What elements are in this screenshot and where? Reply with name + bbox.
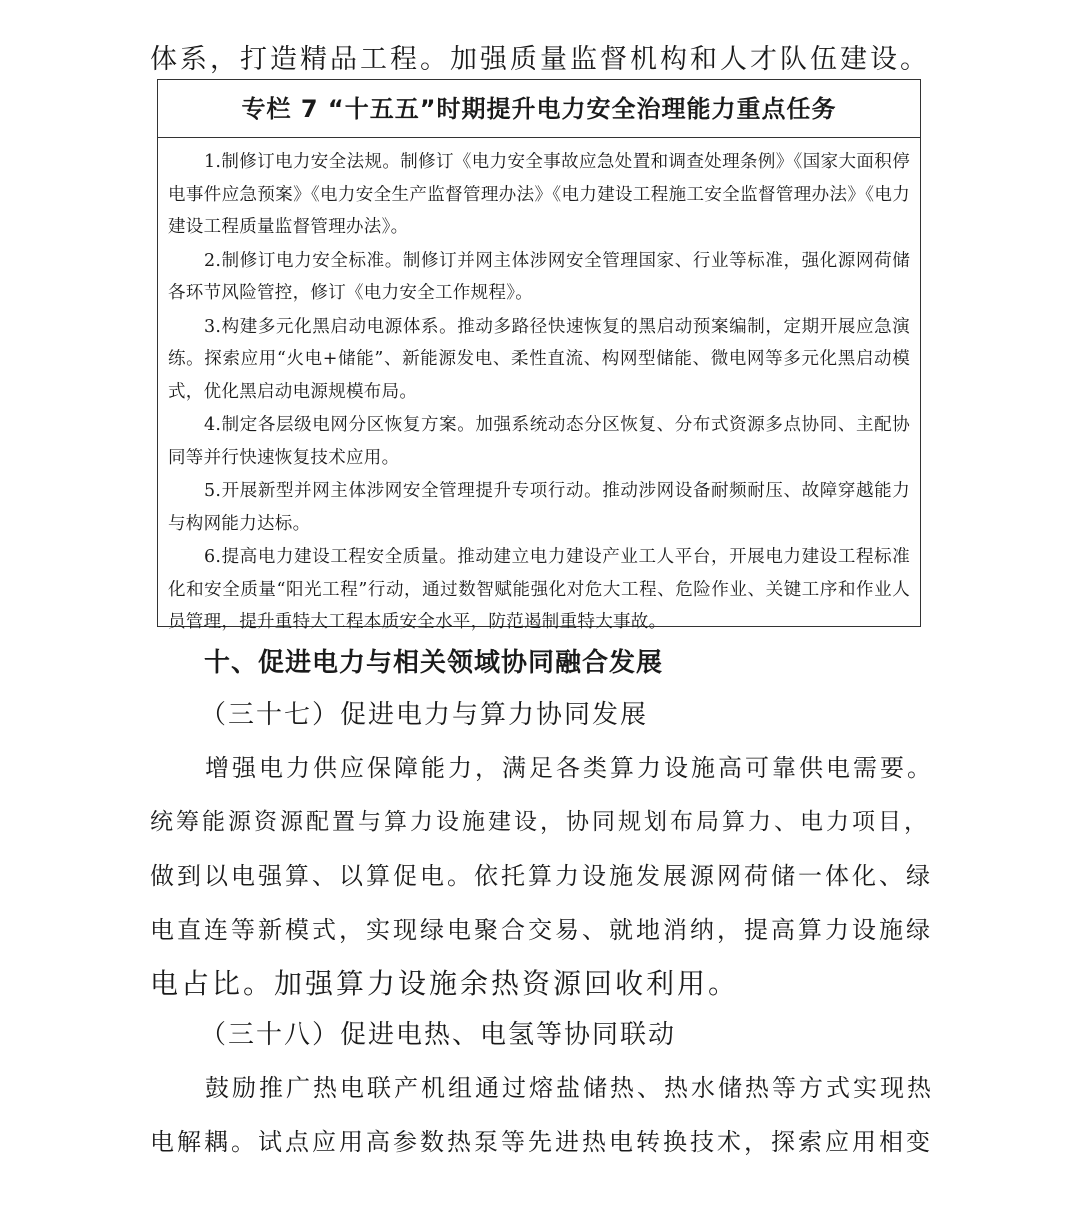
subsection-38-title: （三十八）促进电热、电氢等协同联动 [200, 1020, 677, 1050]
column-box-body [158, 138, 920, 639]
section-heading: 十、促进电力与相关领域协同融合发展 [204, 648, 664, 678]
paragraph-line: 增强电力供应保障能力，满足各类算力设施高可靠供电需要。 [205, 754, 934, 782]
subsection-37-title: （三十七）促进电力与算力协同发展 [200, 700, 649, 730]
paragraph-line: 统筹能源资源配置与算力设施建设，协同规划布局算力、电力项目， [150, 809, 930, 835]
intro-line: 体系，打造精品工程。加强质量监督机构和人才队伍建设。 [150, 44, 930, 75]
column-item: 2.制修订电力安全标准。制修订并网主体涉网安全管理国家、行业等标准，强化源网荷储各环节风险管控，修订《电力安全工作规程》。 [168, 250, 910, 303]
column-item: 1.制修订电力安全法规。制修订《电力安全事故应急处置和调查处理条例》《国家大面积停电事件应急预案》《电力安全生产监督管理办法》《电力建设工程施工安全监督管理办法》《电力建设工程质量监督管理办法》。 [168, 152, 910, 237]
column-item: 6.提高电力建设工程安全质量。推动建立电力建设产业工人平台，开展电力建设工程标准化和安全质量“阳光工程”行动，通过数智赋能强化对危大工程、危险作业、关键工序和作业人员管理，提升重特大工程本质安全水平，防范遏制重特大事故。 [168, 547, 910, 632]
column-box [157, 79, 921, 632]
column-item: 5.开展新型并网主体涉网安全管理提升专项行动。推动涉网设备耐频耐压、故障穿越能力与构网能力达标。 [168, 481, 910, 534]
column-item: 4.制定各层级电网分区恢复方案。加强系统动态分区恢复、分布式资源多点协同、主配协同等并行快速恢复技术应用。 [168, 415, 910, 468]
column-item: 3.构建多元化黑启动电源体系。推动多路径快速恢复的黑启动预案编制，定期开展应急演练。探索应用“火电+储能”、新能源发电、柔性直流、构网型储能、微电网等多元化黑启动模式，优化黑启动电源规模布局。 [168, 316, 910, 402]
column-box-title: 专栏 7 “十五五”时期提升电力安全治理能力重点任务 [158, 80, 920, 138]
paragraph-line: 电占比。加强算力设施余热资源回收利用。 [150, 967, 740, 1000]
paragraph-line: 鼓励推广热电联产机组通过熔盐储热、热水储热等方式实现热 [205, 1074, 934, 1102]
paragraph-line: 电解耦。试点应用高参数热泵等先进热电转换技术，探索应用相变 [150, 1128, 933, 1156]
paragraph-line: 做到以电强算、以算促电。依托算力设施发展源网荷储一体化、绿 [150, 862, 933, 890]
paragraph-line: 电直连等新模式，实现绿电聚合交易、就地消纳，提高算力设施绿 [150, 916, 933, 944]
